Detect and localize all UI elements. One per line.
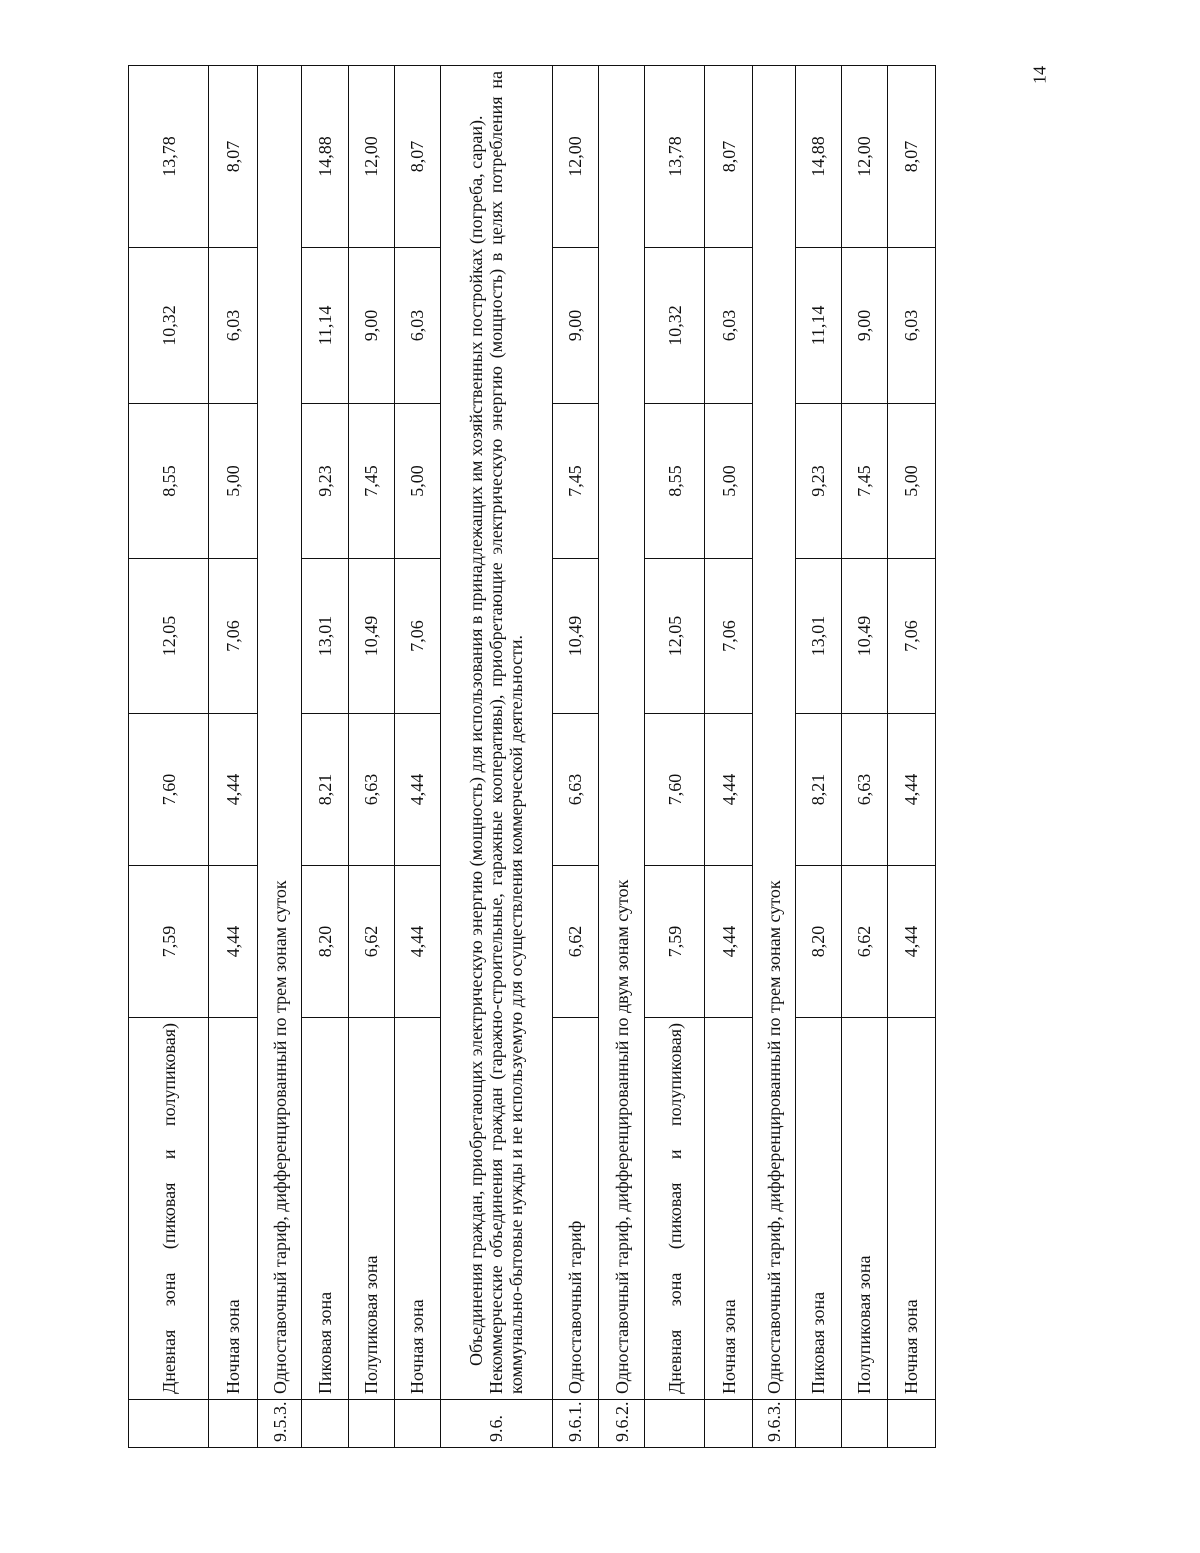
table-row [302,66,348,1448]
table-row [753,66,795,1448]
table-row [348,66,394,1448]
tariff-value: 12,05 [129,559,209,714]
tariff-value: 9,00 [552,248,598,404]
row-code: 9.6.2. [599,1400,645,1448]
table-row [795,66,841,1448]
tariff-value: 11,14 [795,248,841,404]
tariff-value: 6,62 [552,866,598,1018]
table-row [440,66,552,1448]
tariff-value: 4,44 [209,866,258,1018]
row-code [348,1400,394,1448]
table-row [258,66,302,1448]
tariff-value: 10,49 [348,559,394,714]
rotated-page-content [128,66,936,1448]
row-label: Дневная зона (пиковая и полупиковая) [129,1018,209,1400]
row-code: 9.6.3. [753,1400,795,1448]
tariff-value: 4,44 [209,714,258,866]
table-row [599,66,645,1448]
tariff-value: 6,62 [348,866,394,1018]
tariff-value: 12,00 [552,66,598,248]
table-row [705,66,753,1448]
tariff-value: 8,07 [394,66,440,248]
tariff-value: 6,03 [394,248,440,404]
tariff-value: 9,00 [841,248,887,404]
tariff-value: 6,63 [348,714,394,866]
tariff-value: 4,44 [705,866,753,1018]
row-code [302,1400,348,1448]
tariff-value: 13,01 [302,559,348,714]
row-label: Пиковая зона [302,1018,348,1400]
tariff-value: 5,00 [209,404,258,559]
tariff-value: 7,45 [841,404,887,559]
tariff-value: 7,06 [705,559,753,714]
tariff-value: 10,32 [645,248,705,404]
row-code: 9.5.3. [258,1400,302,1448]
tariff-value: 4,44 [887,866,935,1018]
tariff-value: 10,32 [129,248,209,404]
tariff-value: 6,03 [209,248,258,404]
tariff-value: 5,00 [705,404,753,559]
tariff-value: 13,78 [129,66,209,248]
tariff-value: 8,55 [645,404,705,559]
row-label: Ночная зона [887,1018,935,1400]
tariff-value: 12,00 [348,66,394,248]
tariff-value: 7,45 [552,404,598,559]
tariff-value: 8,07 [209,66,258,248]
row-label: Полупиковая зона [841,1018,887,1400]
table-row [552,66,598,1448]
row-label: Ночная зона [394,1018,440,1400]
tariff-value: 9,23 [795,404,841,559]
tariff-value: 13,78 [645,66,705,248]
row-code [841,1400,887,1448]
table-row [841,66,887,1448]
row-code [394,1400,440,1448]
tariff-value: 7,06 [887,559,935,714]
tariff-table-body [129,66,936,1448]
tariff-value: 8,21 [302,714,348,866]
tariff-value: 9,23 [302,404,348,559]
row-label: Одноставочный тариф [552,1018,598,1400]
tariff-value: 5,00 [394,404,440,559]
tariff-value: 9,00 [348,248,394,404]
row-code: 9.6. [440,1400,552,1448]
tariff-value: 4,44 [705,714,753,866]
tariff-value: 6,03 [705,248,753,404]
tariff-value: 13,01 [795,559,841,714]
tariff-value: 4,44 [887,714,935,866]
tariff-value: 12,05 [645,559,705,714]
section-description [440,66,552,1400]
row-label: Пиковая зона [795,1018,841,1400]
row-code [645,1400,705,1448]
tariff-value: 7,59 [129,866,209,1018]
tariff-value: 7,60 [129,714,209,866]
table-row [129,66,209,1448]
tariff-value: 6,03 [887,248,935,404]
row-label: Ночная зона [705,1018,753,1400]
tariff-value: 5,00 [887,404,935,559]
tariff-value: 7,45 [348,404,394,559]
table-row [209,66,258,1448]
tariff-value: 8,07 [887,66,935,248]
tariff-value: 7,60 [645,714,705,866]
tariff-value: 8,07 [705,66,753,248]
section-title: Одноставочный тариф, дифференцированный по трем зонам суток [258,66,302,1400]
tariff-value: 7,59 [645,866,705,1018]
tariff-value: 4,44 [394,866,440,1018]
table-row [645,66,705,1448]
tariff-value: 6,62 [841,866,887,1018]
tariff-value: 12,00 [841,66,887,248]
row-code [887,1400,935,1448]
tariff-value: 10,49 [552,559,598,714]
tariff-value: 8,21 [795,714,841,866]
tariff-value: 6,63 [552,714,598,866]
tariff-value: 11,14 [302,248,348,404]
section-title: Одноставочный тариф, дифференцированный по трем зонам суток [753,66,795,1400]
tariff-value: 7,06 [209,559,258,714]
tariff-value: 7,06 [394,559,440,714]
tariff-value: 8,20 [795,866,841,1018]
page-number: 14 [1029,66,1050,84]
tariff-value: 8,55 [129,404,209,559]
tariff-value: 4,44 [394,714,440,866]
row-label: Ночная зона [209,1018,258,1400]
tariff-value: 14,88 [302,66,348,248]
table-row [887,66,935,1448]
row-label: Полупиковая зона [348,1018,394,1400]
tariff-value: 6,63 [841,714,887,866]
tariff-value: 14,88 [795,66,841,248]
tariff-value: 10,49 [841,559,887,714]
row-code: 9.6.1. [552,1400,598,1448]
tariff-value: 8,20 [302,866,348,1018]
row-code [705,1400,753,1448]
section-title: Одноставочный тариф, дифференцированный по двум зонам суток [599,66,645,1400]
row-code [795,1400,841,1448]
description-paragraph: Объединения граждан, приобретающих электрическую энергию (мощность) для использования в принадлежащих им хозяйственных постройках (погреба, сараи). [466,115,487,1366]
row-label: Дневная зона (пиковая и полупиковая) [645,1018,705,1400]
tariff-table [128,65,936,1448]
row-code [129,1400,209,1448]
table-row [394,66,440,1448]
row-code [209,1400,258,1448]
description-paragraph: Некоммерческие объединения граждан (гаражно-строительные, гаражные кооперативы), приобретающие электрическую энергию (мощность) в целях потребления на коммунально-бытовые нужды и не используемую для осуществления коммерческой деятельности. [486,71,527,1394]
